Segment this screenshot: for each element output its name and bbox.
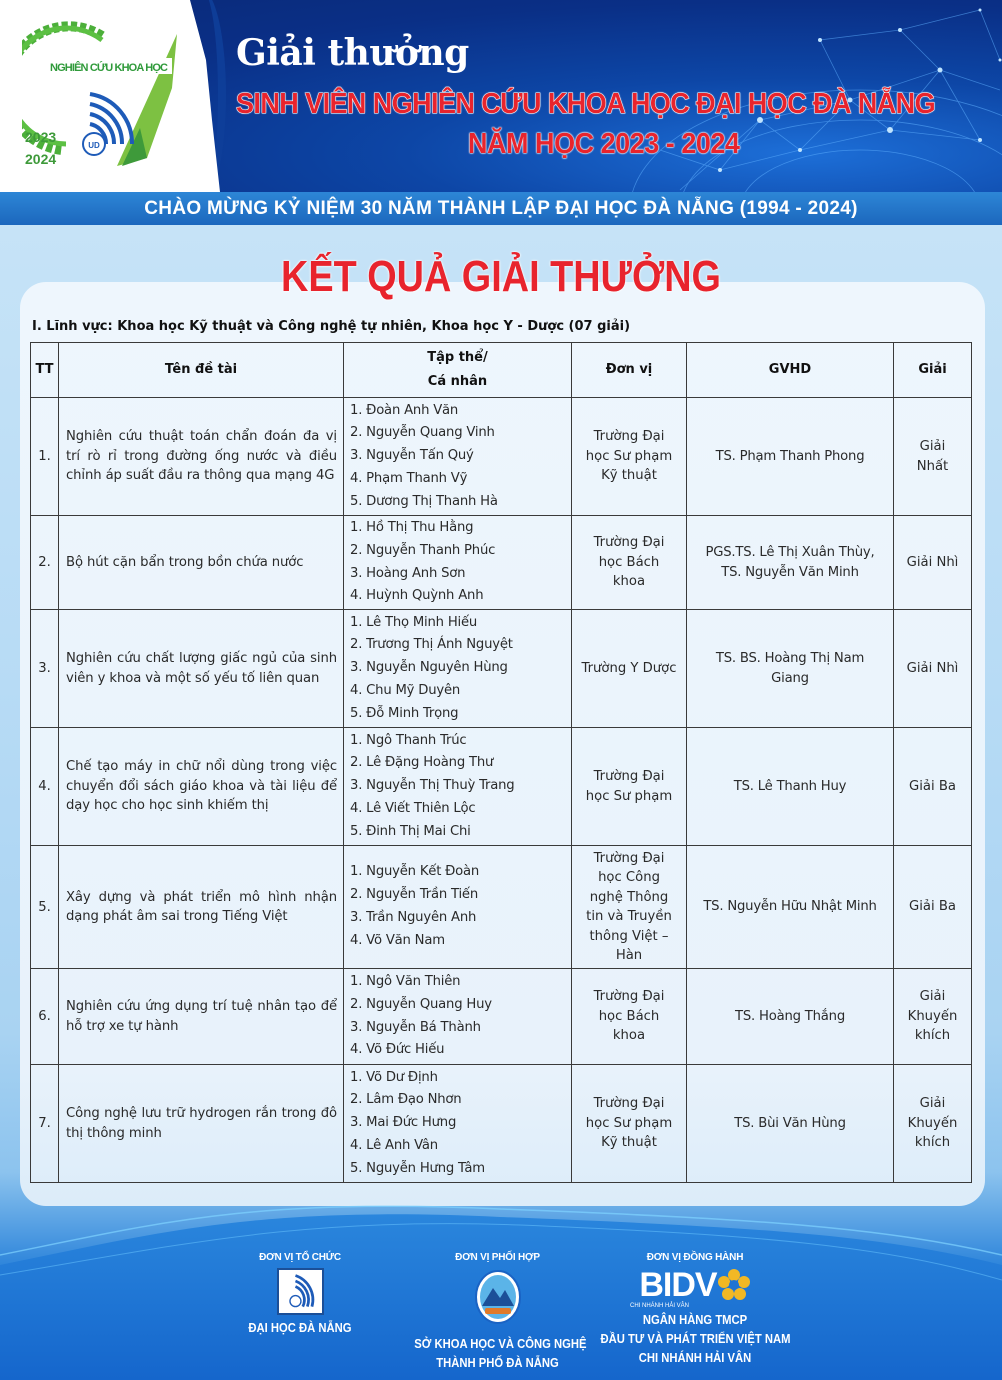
sponsor-name: THÀNH PHỐ ĐÀ NẴNG xyxy=(436,1356,559,1370)
member-name: 5. Nguyễn Hưng Tâm xyxy=(350,1160,485,1176)
cell-topic: Nghiên cứu chất lượng giấc ngủ của sinh viên y khoa và một số yếu tố liên quan xyxy=(59,610,344,728)
university-logo-icon xyxy=(277,1268,324,1315)
cell-members xyxy=(344,1065,572,1183)
cell-prize-line: Giải xyxy=(919,1096,946,1112)
table-row xyxy=(31,846,972,969)
bidv-branch-sub: CHI NHÁNH HẢI VÂN xyxy=(630,1303,690,1309)
member-name: 1. Hồ Thị Thu Hằng xyxy=(350,519,474,535)
cell-unit xyxy=(572,610,687,728)
cell-prize xyxy=(894,516,972,610)
member-name: 2. Trương Thị Ánh Nguyệt xyxy=(350,637,513,653)
cell-unit-line: Trường Đại xyxy=(593,429,665,445)
member-name: 5. Đinh Thị Mai Chi xyxy=(350,823,471,839)
cell-unit xyxy=(572,728,687,846)
sponsor-role: ĐƠN VỊ PHỐI HỢP xyxy=(455,1252,540,1263)
cell-prize-line: khích xyxy=(914,1028,951,1044)
cell-topic: Bộ hút cặn bẩn trong bồn chứa nước xyxy=(59,516,344,610)
results-table xyxy=(30,342,972,1183)
logo-text: NGHIÊN CỨU KHOA HỌC xyxy=(50,62,168,74)
table-row xyxy=(31,398,972,516)
member-name: 1. Ngô Thanh Trúc xyxy=(350,732,467,748)
cell-unit-line: Kỹ thuật xyxy=(601,468,657,484)
cell-members xyxy=(344,398,572,516)
cell-prize xyxy=(894,969,972,1065)
anniversary-strip: CHÀO MỪNG KỶ NIỆM 30 NĂM THÀNH LẬP ĐẠI HỌC ĐÀ NẴNG (1994 - 2024) xyxy=(0,192,1002,225)
cell-prize-line: Giải Nhì xyxy=(906,554,959,570)
cell-prize-line: Khuyến xyxy=(907,1115,958,1131)
member-name: 4. Võ Văn Nam xyxy=(350,932,445,948)
sponsor-companion xyxy=(590,1252,800,1368)
cell-unit-line: học Bách xyxy=(598,554,660,570)
cell-topic: Công nghệ lưu trữ hydrogen rắn trong đô thị thông minh xyxy=(59,1065,344,1183)
member-name: 1. Võ Dư Định xyxy=(350,1069,438,1085)
cell-unit-line: Trường Y Dược xyxy=(581,660,677,676)
cell-gvhd-line: TS. Nguyễn Văn Minh xyxy=(721,564,859,580)
cell-prize xyxy=(894,1065,972,1183)
cell-unit-line: Kỹ thuật xyxy=(601,1135,657,1151)
cell-unit xyxy=(572,398,687,516)
member-name: 5. Dương Thị Thanh Hà xyxy=(350,493,498,509)
cell-unit-line: học Sư phạm xyxy=(585,788,673,804)
member-name: 1. Đoàn Anh Văn xyxy=(350,402,459,418)
bidv-logo-text: BIDV xyxy=(639,1265,717,1304)
col-header-members-line: Tập thể/ xyxy=(427,350,488,365)
cell-unit-line: tin và Truyền xyxy=(586,909,672,924)
cell-gvhd-line: TS. Hoàng Thắng xyxy=(734,1008,846,1024)
cell-tt: 1. xyxy=(31,398,59,516)
sponsor-name: SỞ KHOA HỌC VÀ CÔNG NGHỆ xyxy=(414,1337,587,1351)
cell-unit-line: Trường Đại xyxy=(593,989,665,1005)
bidv-logo xyxy=(590,1265,800,1305)
member-name: 2. Lâm Đạo Nhơn xyxy=(350,1092,462,1108)
da-nang-emblem-icon xyxy=(473,1268,523,1326)
col-header-gvhd: GVHD xyxy=(687,343,894,398)
cell-prize xyxy=(894,846,972,969)
member-name: 2. Nguyễn Trần Tiến xyxy=(350,887,478,903)
member-name: 3. Nguyễn Bá Thành xyxy=(350,1019,481,1035)
cell-gvhd xyxy=(687,398,894,516)
cell-tt: 7. xyxy=(31,1065,59,1183)
cell-gvhd-line: TS. Nguyễn Hữu Nhật Minh xyxy=(703,899,877,915)
cell-unit-line: nghệ Thông xyxy=(589,889,669,905)
member-name: 1. Ngô Văn Thiên xyxy=(350,973,461,989)
cell-tt: 4. xyxy=(31,728,59,846)
cell-prize-line: Khuyến xyxy=(907,1008,958,1024)
sponsor-name: ĐẦU TƯ VÀ PHÁT TRIỂN VIỆT NAM xyxy=(600,1332,791,1346)
cell-gvhd-line: Giang xyxy=(771,670,809,686)
cell-topic: Xây dựng và phát triển mô hình nhận dạng phát âm sai trong Tiếng Việt xyxy=(59,846,344,969)
member-name: 3. Nguyễn Nguyên Hùng xyxy=(350,660,508,676)
cell-unit-line: Trường Đại xyxy=(593,1096,665,1112)
member-name: 3. Nguyễn Thị Thuỳ Trang xyxy=(350,778,515,794)
cell-topic: Chế tạo máy in chữ nổi dùng trong việc chuyển đổi sách giáo khoa và tài liệu để dạy học cho học sinh khiếm thị xyxy=(59,728,344,846)
header-banner xyxy=(0,0,1002,192)
cell-prize-line: Giải xyxy=(919,989,946,1005)
cell-tt: 5. xyxy=(31,846,59,969)
cell-prize-line: Nhất xyxy=(916,458,949,474)
member-name: 3. Nguyễn Tấn Quý xyxy=(350,448,474,464)
table-row xyxy=(31,969,972,1065)
member-name: 4. Chu Mỹ Duyên xyxy=(350,682,461,698)
cell-prize-line: Giải xyxy=(919,439,946,454)
sponsor-role: ĐƠN VỊ ĐỒNG HÀNH xyxy=(646,1252,744,1263)
logo-year-start: 2023 xyxy=(25,129,57,145)
sponsor-name: NGÂN HÀNG TMCP xyxy=(642,1313,748,1327)
cell-gvhd-line: TS. Lê Thanh Huy xyxy=(733,778,847,794)
table-header-row xyxy=(31,343,972,398)
cell-unit-line: học Bách xyxy=(598,1008,660,1024)
member-name: 2. Nguyễn Quang Huy xyxy=(350,996,492,1012)
cell-tt: 2. xyxy=(31,516,59,610)
cell-gvhd-line: TS. Bùi Văn Hùng xyxy=(734,1115,846,1131)
research-award-logo xyxy=(22,18,192,178)
member-name: 3. Mai Đức Hưng xyxy=(350,1115,457,1131)
cell-unit-line: Trường Đại xyxy=(593,850,665,866)
cell-gvhd-line: TS. Phạm Thanh Phong xyxy=(715,448,865,464)
cell-topic: Nghiên cứu ứng dụng trí tuệ nhân tạo để hỗ trợ xe tự hành xyxy=(59,969,344,1065)
member-name: 2. Nguyễn Thanh Phúc xyxy=(350,542,496,558)
cell-unit-line: Trường Đại xyxy=(593,535,665,551)
cell-prize-line: Giải Nhì xyxy=(906,660,959,676)
member-name: 4. Lê Anh Vân xyxy=(350,1137,438,1153)
cell-unit-line: học Công xyxy=(598,870,660,885)
col-header-members xyxy=(344,343,572,398)
cell-unit-line: học Sư phạm xyxy=(585,1115,673,1131)
member-name: 2. Nguyễn Quang Vinh xyxy=(350,425,495,441)
svg-text:UD: UD xyxy=(88,141,100,150)
member-name: 1. Lê Thọ Minh Hiếu xyxy=(350,614,478,630)
section-heading: I. Lĩnh vực: Khoa học Kỹ thuật và Công nghệ tự nhiên, Khoa học Y - Dược (07 giải) xyxy=(32,319,631,334)
table-row xyxy=(31,610,972,728)
cell-unit xyxy=(572,969,687,1065)
cell-unit-line: khoa xyxy=(612,1028,646,1044)
cell-members xyxy=(344,728,572,846)
page-title: KẾT QUẢ GIẢI THƯỞNG xyxy=(281,252,721,301)
cell-gvhd xyxy=(687,610,894,728)
logo-area xyxy=(0,0,222,192)
member-name: 3. Hoàng Anh Sơn xyxy=(350,565,466,581)
col-header-prize: Giải xyxy=(894,343,972,398)
cell-gvhd xyxy=(687,846,894,969)
member-name: 3. Trần Nguyên Anh xyxy=(350,910,477,925)
cell-gvhd-line: PGS.TS. Lê Thị Xuân Thùy, xyxy=(705,545,875,560)
banner-title-year: NĂM HỌC 2023 - 2024 xyxy=(468,128,740,160)
cell-gvhd xyxy=(687,516,894,610)
member-name: 5. Đỗ Minh Trọng xyxy=(350,705,459,721)
banner-title-script: Giải thưởng xyxy=(236,32,469,74)
member-name: 1. Nguyễn Kết Đoàn xyxy=(350,864,480,880)
cell-members xyxy=(344,846,572,969)
cell-unit xyxy=(572,1065,687,1183)
cell-unit-line: Hàn xyxy=(615,948,643,963)
cell-unit-line: Trường Đại xyxy=(593,769,665,784)
sponsor-name: CHI NHÁNH HẢI VÂN xyxy=(638,1351,752,1365)
cell-unit-line: khoa xyxy=(612,574,646,590)
table-row xyxy=(31,728,972,846)
cell-members xyxy=(344,969,572,1065)
cell-tt: 3. xyxy=(31,610,59,728)
banner-title-main: SINH VIÊN NGHIÊN CỨU KHOA HỌC ĐẠI HỌC ĐÀ NẴNG xyxy=(236,88,936,120)
cell-prize xyxy=(894,728,972,846)
cell-prize-line: Giải Ba xyxy=(909,778,956,794)
cell-prize xyxy=(894,610,972,728)
member-name: 2. Lê Đặng Hoàng Thư xyxy=(350,755,494,771)
member-name: 4. Võ Đức Hiếu xyxy=(350,1042,445,1058)
sponsor-organizer xyxy=(240,1252,360,1338)
cell-unit xyxy=(572,516,687,610)
bidv-star-icon xyxy=(717,1268,751,1302)
cell-prize xyxy=(894,398,972,516)
cell-unit-line: thông Việt – xyxy=(589,928,669,944)
col-header-unit: Đơn vị xyxy=(572,343,687,398)
cell-gvhd xyxy=(687,1065,894,1183)
sponsor-role: ĐƠN VỊ TỔ CHỨC xyxy=(259,1252,341,1263)
logo-year-end: 2024 xyxy=(25,151,57,167)
sponsor-partner xyxy=(405,1252,590,1373)
table-row xyxy=(31,516,972,610)
cell-prize-line: Giải Ba xyxy=(909,899,956,915)
cell-members xyxy=(344,610,572,728)
cell-gvhd xyxy=(687,969,894,1065)
member-name: 4. Phạm Thanh Vỹ xyxy=(350,470,468,486)
cell-prize-line: khích xyxy=(914,1135,951,1151)
cell-members xyxy=(344,516,572,610)
member-name: 4. Lê Viết Thiên Lộc xyxy=(350,800,476,816)
sponsor-name: ĐẠI HỌC ĐÀ NẴNG xyxy=(248,1321,352,1335)
table-row xyxy=(31,1065,972,1183)
cell-gvhd-line: TS. BS. Hoàng Thị Nam xyxy=(715,651,865,666)
col-header-tt: TT xyxy=(31,343,59,398)
cell-unit xyxy=(572,846,687,969)
cell-unit-line: học Sư phạm xyxy=(585,448,673,464)
col-header-members-line: Cá nhân xyxy=(427,374,488,389)
cell-tt: 6. xyxy=(31,969,59,1065)
member-name: 4. Huỳnh Quỳnh Anh xyxy=(350,588,484,604)
col-header-topic: Tên đề tài xyxy=(59,343,344,398)
cell-topic: Nghiên cứu thuật toán chẩn đoán đa vị trí rò rỉ trong đường ống nước và điều chỉnh áp suất đầu ra thông qua mạng 4G xyxy=(59,398,344,516)
cell-gvhd xyxy=(687,728,894,846)
